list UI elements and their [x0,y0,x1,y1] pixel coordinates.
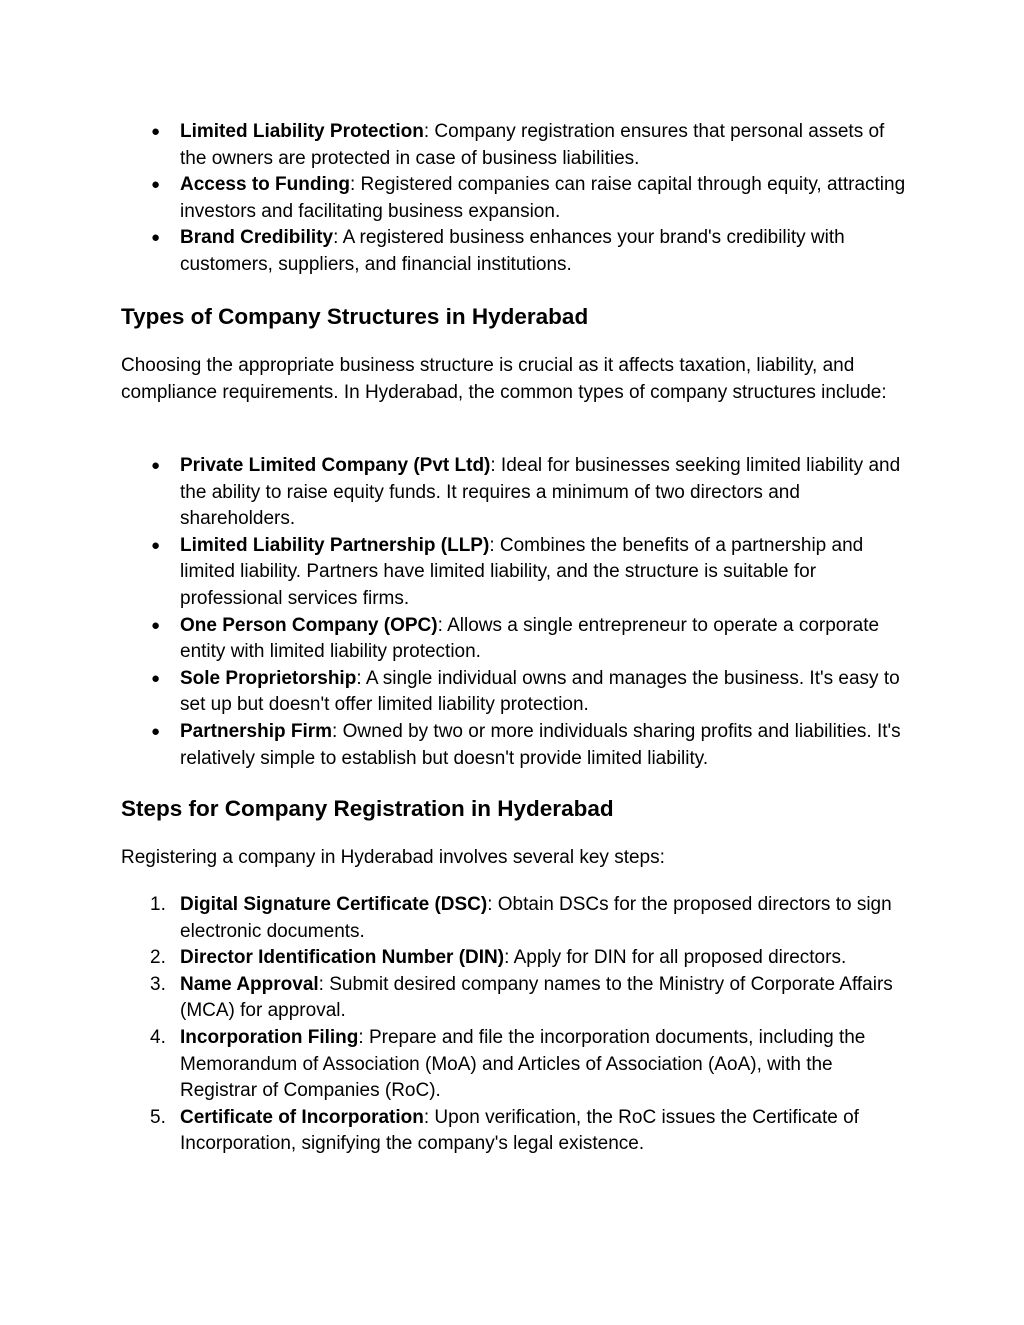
item-desc: : Company registration ensures that personal assets of the owners are protected in case of business liabilities. [180,121,885,169]
item-desc: : Registered companies can raise capital through equity, attracting investors and facilitating business expansion. [180,174,906,222]
company-types-list [0,453,1024,772]
bullet-icon: ● [151,722,161,740]
list-item [0,119,1024,172]
item-term: Digital Signature Certificate (DSC) [180,894,488,915]
item-desc: : Owned by two or more individuals sharing profits and liabilities. It's relatively simple to establish but doesn't provide limited liability. [180,720,901,769]
item-desc: : A single individual owns and manages the business. It's easy to set up but doesn't offer limited liability protection. [180,667,900,716]
section-intro-steps: Registering a company in Hyderabad involves several key steps: [121,847,665,868]
item-desc: : Obtain DSCs for the proposed directors to sign electronic documents. [180,894,892,942]
item-term: Partnership Firm [180,720,333,742]
bullet-icon: ● [151,229,161,247]
item-desc: : Allows a single entrepreneur to operate a corporate entity with limited liability protection. [180,614,880,663]
bullet-icon: ● [151,176,161,194]
bullet-icon: ● [151,669,161,687]
item-term: Limited Liability Partnership (LLP) [180,534,490,556]
step-number: 1. [150,894,166,915]
bullet-icon: ● [151,616,161,634]
bullet-icon: ● [151,457,161,474]
step-number: 3. [150,973,166,995]
item-term: Certificate of Incorporation [180,1106,424,1128]
item-term: Sole Proprietorship [180,667,357,689]
list-item [0,972,1024,1025]
section-intro-types: Choosing the appropriate business structure is crucial as it affects taxation, liability, and compliance requirements. In Hyderabad, the common types of company structures include: [121,355,887,403]
item-term: One Person Company (OPC) [180,614,438,636]
list-item [0,453,1024,533]
item-desc: : Ideal for businesses seeking limited liability and the ability to raise equity funds. It requires a minimum of two directors and shareholders. [180,455,901,530]
item-desc: : Apply for DIN for all proposed directors. [504,947,847,969]
step-number: 2. [150,947,166,969]
section-heading-types: Types of Company Structures in Hyderabad [121,304,589,329]
registration-steps-list [0,892,1024,1158]
list-item [0,225,1024,278]
item-term: Name Approval [180,973,319,995]
list-item [0,533,1024,613]
step-number: 4. [150,1026,166,1048]
item-term: Director Identification Number (DIN) [180,947,505,969]
item-term: Private Limited Company (Pvt Ltd) [180,455,491,476]
item-term: Access to Funding [180,174,350,196]
list-item [0,666,1024,719]
list-item [0,892,1024,945]
bullet-icon: ● [151,536,161,554]
item-term: Brand Credibility [180,227,334,249]
list-item [0,613,1024,666]
list-item [0,1105,1024,1158]
item-desc: : Submit desired company names to the Ministry of Corporate Affairs (MCA) for approval. [180,973,893,1022]
section-heading-steps: Steps for Company Registration in Hyderabad [121,796,614,821]
benefits-list [0,119,1024,279]
item-desc: : Upon verification, the RoC issues the Certificate of Incorporation, signifying the company's legal existence. [180,1106,859,1155]
bullet-icon: ● [151,123,161,140]
item-term: Incorporation Filing [180,1026,359,1048]
item-desc: : Prepare and file the incorporation documents, including the Memorandum of Association (MoA) and Articles of Association (AoA), with the Registrar of Companies (RoC). [180,1026,866,1102]
item-term: Limited Liability Protection [180,121,424,142]
item-desc: : Combines the benefits of a partnership and limited liability. Partners have limited liability, and the structure is suitable for professional services firms. [180,534,864,609]
step-number: 5. [150,1106,166,1128]
list-item [0,719,1024,772]
list-item [0,1025,1024,1105]
list-item [0,945,1024,972]
item-desc: : A registered business enhances your brand's credibility with customers, suppliers, and financial institutions. [180,227,845,275]
list-item [0,172,1024,225]
